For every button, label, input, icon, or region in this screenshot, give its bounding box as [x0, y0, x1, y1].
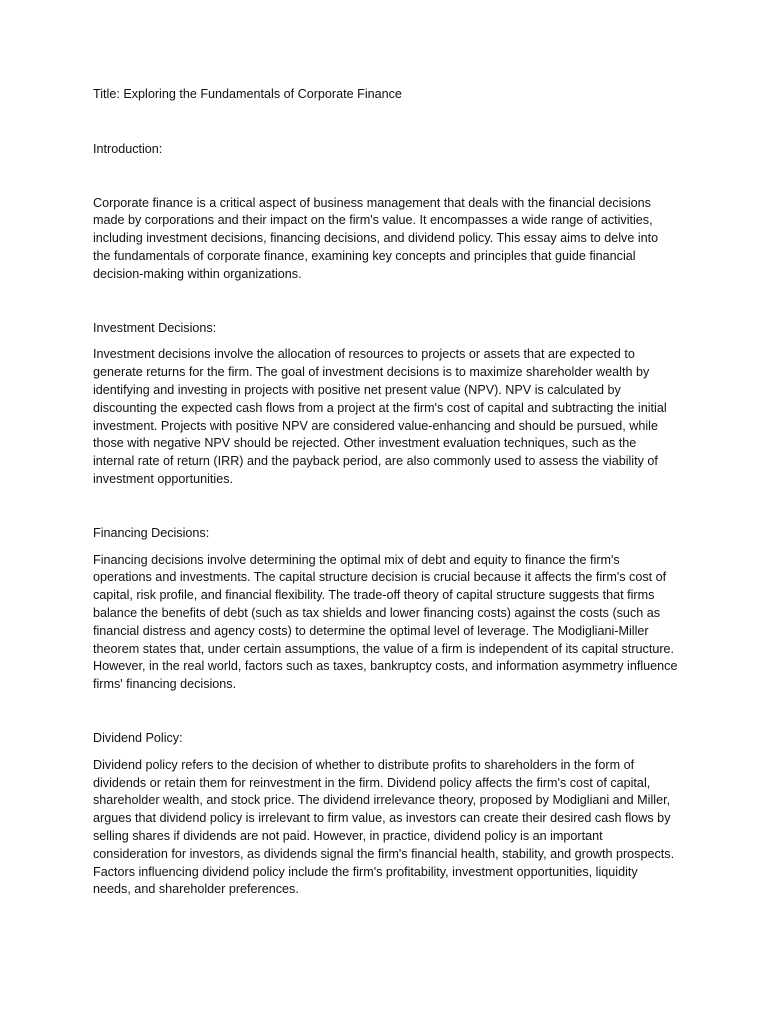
financing-decisions-paragraph: Financing decisions involve determining the optimal mix of debt and equity to finance the firm's operations and investments. The capital structure decision is crucial because it affects the firm's cost of capital, risk profile, and financial flexibility. The trade-off theory of capital structure suggests that firms balance the benefits of debt (such as tax shields and lower financing costs) against the costs (such as financial distress and agency costs) to determine the optimal level of leverage. The Modigliani-Miller theorem states that, under certain assumptions, the value of a firm is independent of its capital structure. However, in the real world, factors such as taxes, bankruptcy costs, and information asymmetry influence firms' financing decisions. [93, 552, 678, 692]
dividend-policy-heading: Dividend Policy: [93, 730, 183, 745]
financing-decisions-heading: Financing Decisions: [93, 525, 210, 540]
investment-decisions-heading: Investment Decisions: [93, 320, 217, 335]
introduction-paragraph: Corporate finance is a critical aspect of business management that deals with the financial decisions made by corporations and their impact on the firm's value. It encompasses a wide range of activities, including investment decisions, financing decisions, and dividend policy. This essay aims to delve into the fundamentals of corporate finance, examining key concepts and principles that guide financial decision-making within organizations. [93, 195, 659, 281]
introduction-heading: Introduction: [93, 141, 163, 156]
investment-decisions-paragraph: Investment decisions involve the allocation of resources to projects or assets that are expected to generate returns for the firm. The goal of investment decisions is to maximize shareholder wealth by identifying and investing in projects with positive net present value (NPV). NPV is calculated by discounting the expected cash flows from a project at the firm's cost of capital and subtracting the initial investment. Projects with positive NPV are considered value-enhancing and should be pursued, while those with negative NPV should be rejected. Other investment evaluation techniques, such as the internal rate of return (IRR) and the payback period, are also commonly used to assess the viability of investment opportunities. [93, 347, 667, 486]
document-page [93, 86, 678, 935]
document-title: Title: Exploring the Fundamentals of Corporate Finance [93, 87, 402, 101]
dividend-policy-paragraph: Dividend policy refers to the decision of whether to distribute profits to shareholders in the form of dividends or retain them for reinvestment in the firm. Dividend policy affects the firm's cost of capital, shareholder wealth, and stock price. The dividend irrelevance theory, proposed by Modigliani and Miller, argues that dividend policy is irrelevant to firm value, as investors can create their desired cash flows by selling shares if dividends are not paid. However, in practice, dividend policy is an important consideration for investors, as dividends signal the firm's financial health, stability, and growth prospects. Factors influencing dividend policy include the firm's profitability, investment opportunities, liquidity needs, and shareholder preferences. [93, 757, 675, 897]
